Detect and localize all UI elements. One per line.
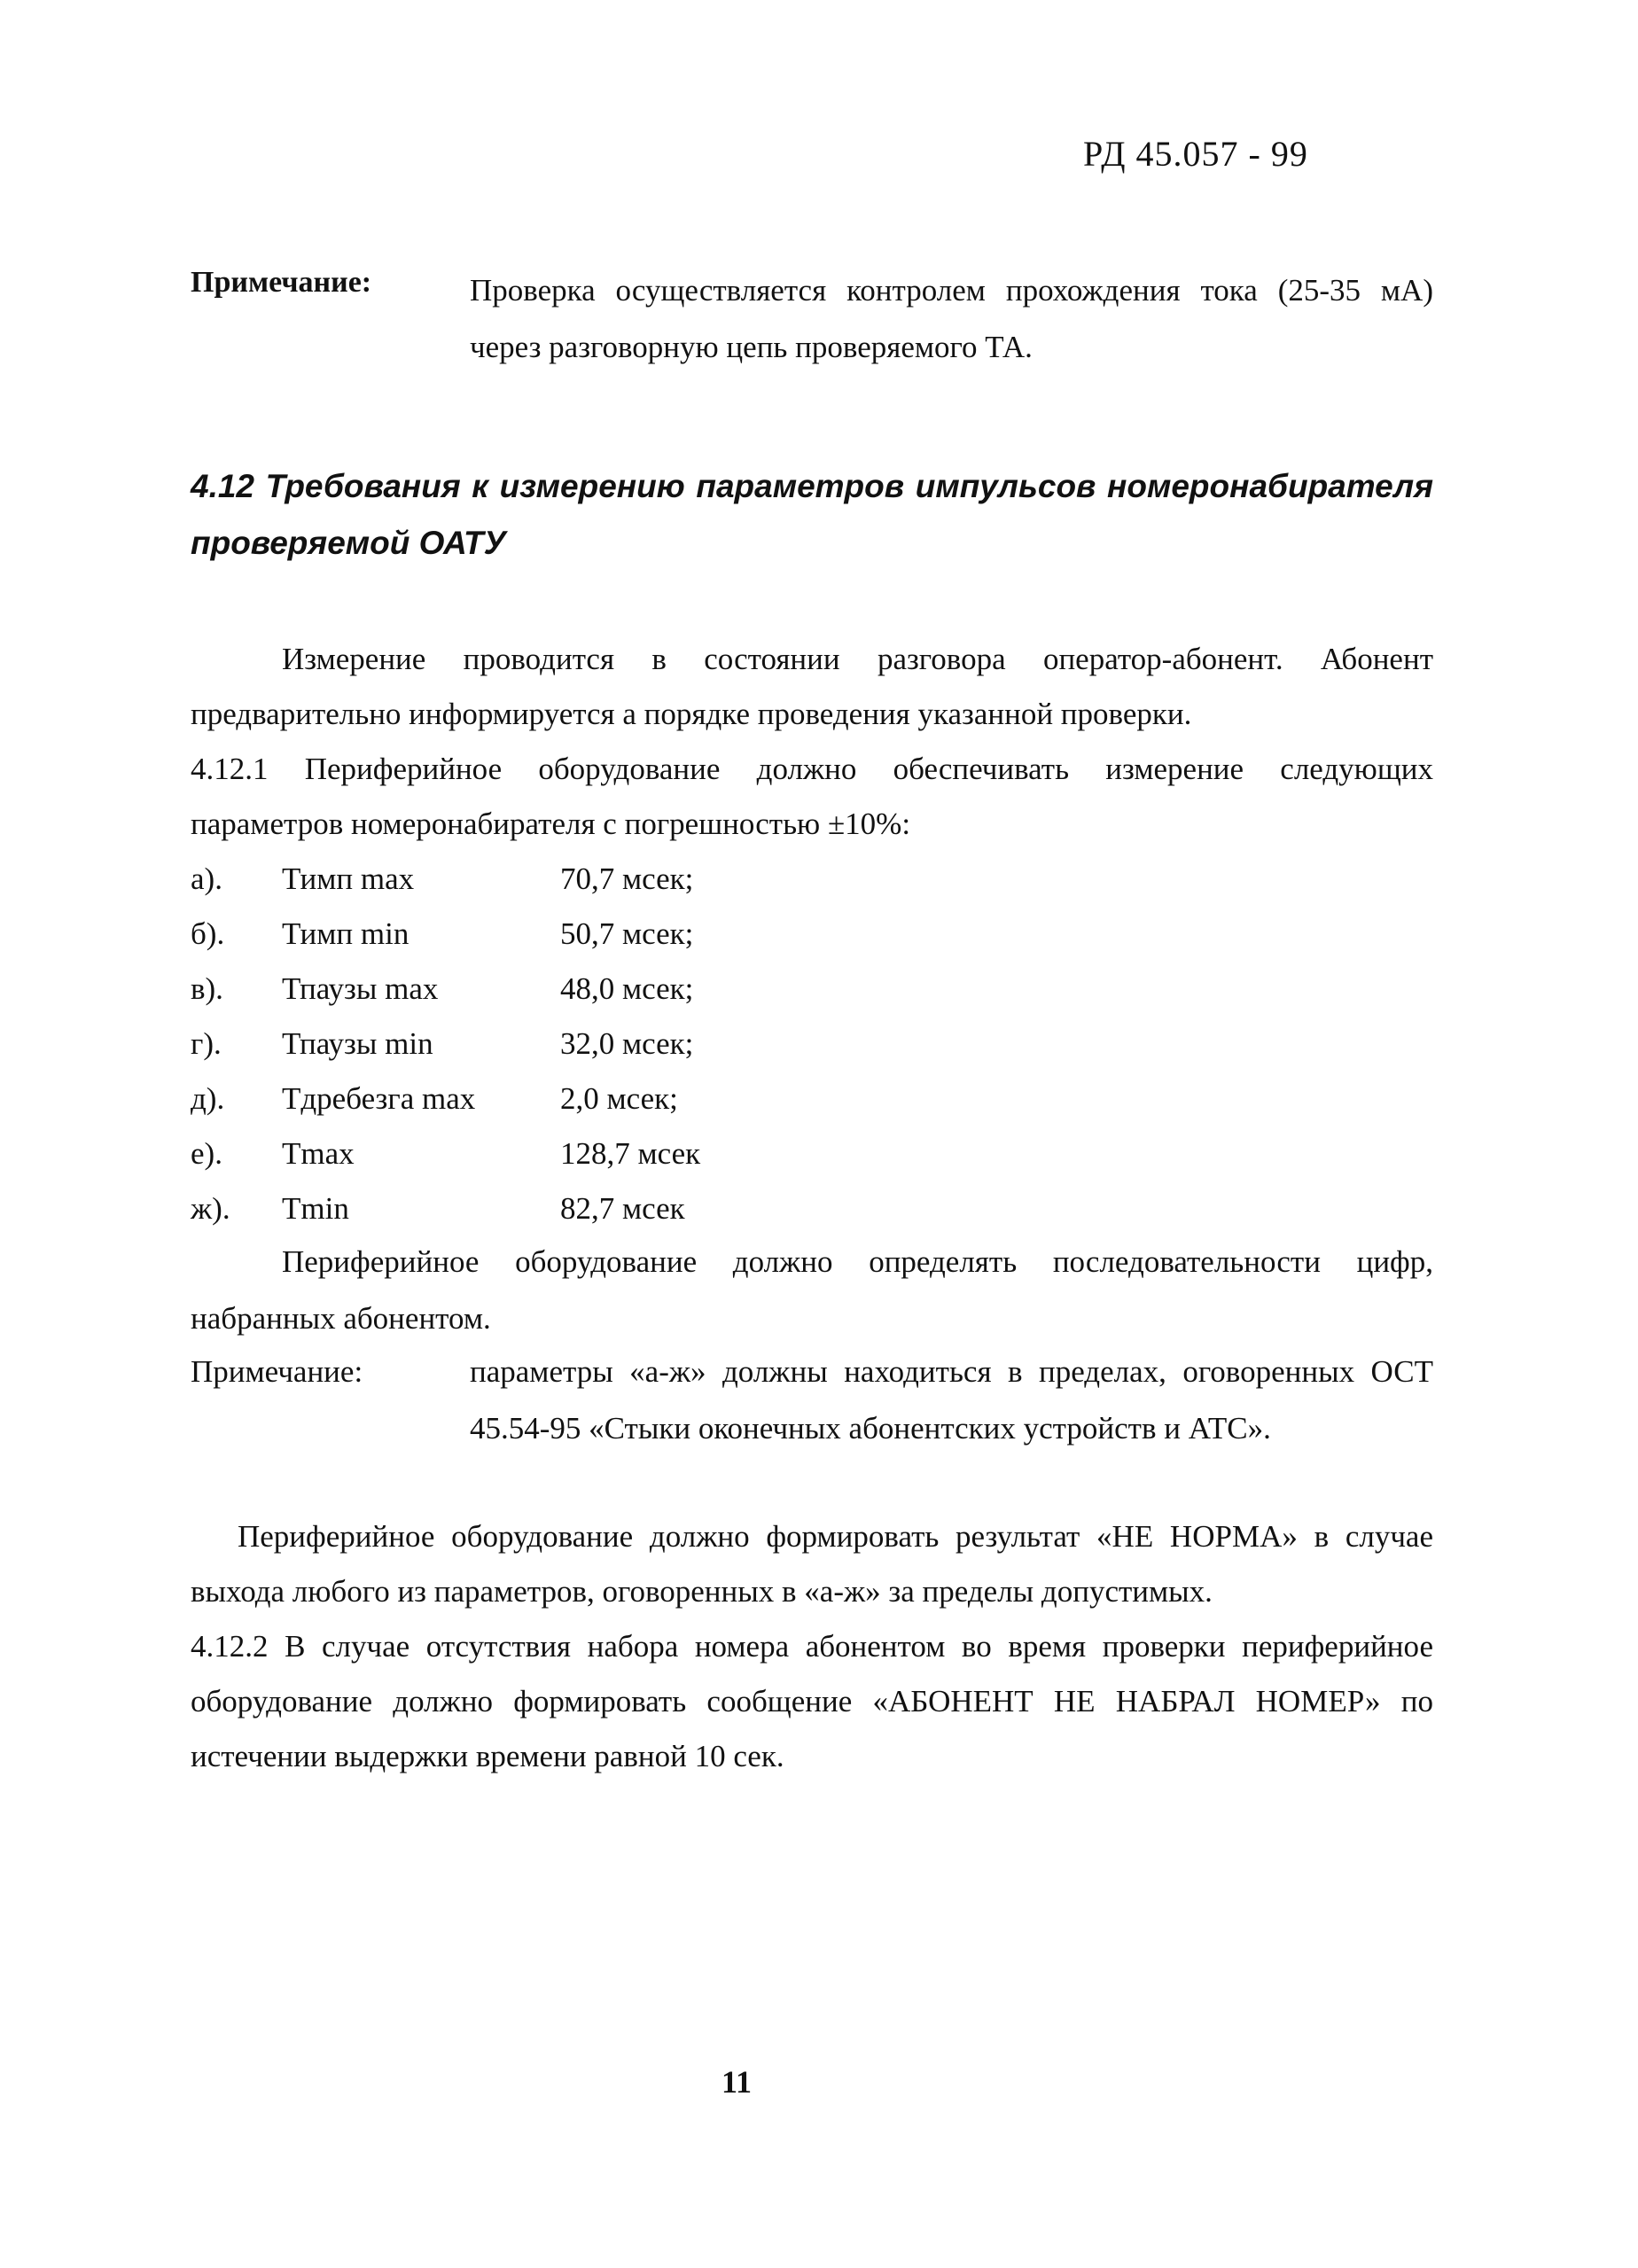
param-value-zh: 82,7 мсек xyxy=(560,1191,685,1226)
note-2-text-line-1: параметры «а-ж» должны находиться в пределах, оговоренных ОСТ xyxy=(470,1354,1433,1389)
param-name-b: Тимп min xyxy=(282,916,410,951)
param-name-g: Тпаузы min xyxy=(282,1026,433,1061)
param-value-v: 48,0 мсек; xyxy=(560,971,694,1006)
note-text-line-1: Проверка осуществляется контролем прохождения тока (25-35 мА) xyxy=(470,273,1433,308)
paragraph-4-line-2: выхода любого из параметров, оговоренных в «а-ж» за пределы допустимых. xyxy=(191,1574,1213,1609)
paragraph-2-line-2: параметров номеронабирателя с погрешностью ±10%: xyxy=(191,807,911,841)
document-code: РД 45.057 - 99 xyxy=(1083,134,1308,174)
param-letter-a: а). xyxy=(191,861,222,896)
page-number: 11 xyxy=(721,2064,752,2100)
param-name-zh: Tmin xyxy=(282,1191,349,1226)
param-letter-v: в). xyxy=(191,971,223,1006)
param-letter-d: д). xyxy=(191,1081,225,1116)
paragraph-5-line-2: оборудование должно формировать сообщение «АБОНЕНТ НЕ НАБРАЛ НОМЕР» по xyxy=(191,1684,1433,1719)
param-name-d: Тдребезга max xyxy=(282,1081,476,1116)
paragraph-2-line-1: 4.12.1 Периферийное оборудование должно обеспечивать измерение следующих xyxy=(191,752,1433,786)
paragraph-5-line-1: 4.12.2 В случае отсутствия набора номера абонентом во время проверки периферийное xyxy=(191,1629,1433,1664)
paragraph-5-line-3: истечении выдержки времени равной 10 сек. xyxy=(191,1739,784,1773)
note-2-text-line-2: 45.54-95 «Стыки оконечных абонентских устройств и АТС». xyxy=(470,1411,1271,1446)
param-value-e: 128,7 мсек xyxy=(560,1136,701,1171)
paragraph-3-line-1: Периферийное оборудование должно определять последовательности цифр, xyxy=(282,1244,1433,1279)
param-letter-g: г). xyxy=(191,1026,222,1061)
param-value-d: 2,0 мсек; xyxy=(560,1081,678,1116)
param-letter-e: е). xyxy=(191,1136,222,1171)
param-name-e: Tmax xyxy=(282,1136,355,1171)
param-value-g: 32,0 мсек; xyxy=(560,1026,694,1061)
paragraph-1-line-1: Измерение проводится в состоянии разговора оператор-абонент. Абонент xyxy=(282,642,1433,676)
param-name-v: Тпаузы max xyxy=(282,971,439,1006)
param-name-a: Тимп max xyxy=(282,861,415,896)
paragraph-1-line-2: предварительно информируется а порядке проведения указанной проверки. xyxy=(191,697,1192,731)
paragraph-4-line-1: Периферийное оборудование должно формировать результат «НЕ НОРМА» в случае xyxy=(238,1519,1433,1554)
note-label: Примечание: xyxy=(191,266,372,299)
note-text-line-2: через разговорную цепь проверяемого ТА. xyxy=(470,330,1033,364)
note-2-label: Примечание: xyxy=(191,1354,363,1389)
param-value-a: 70,7 мсек; xyxy=(560,861,694,896)
section-heading-line-2: проверяемой ОАТУ xyxy=(191,525,506,561)
param-letter-b: б). xyxy=(191,916,225,951)
param-value-b: 50,7 мсек; xyxy=(560,916,694,951)
paragraph-3-line-2: набранных абонентом. xyxy=(191,1301,491,1336)
section-heading-line-1: 4.12 Требования к измерению параметров импульсов номеронабирателя xyxy=(191,468,1433,504)
param-letter-zh: ж). xyxy=(191,1191,230,1226)
